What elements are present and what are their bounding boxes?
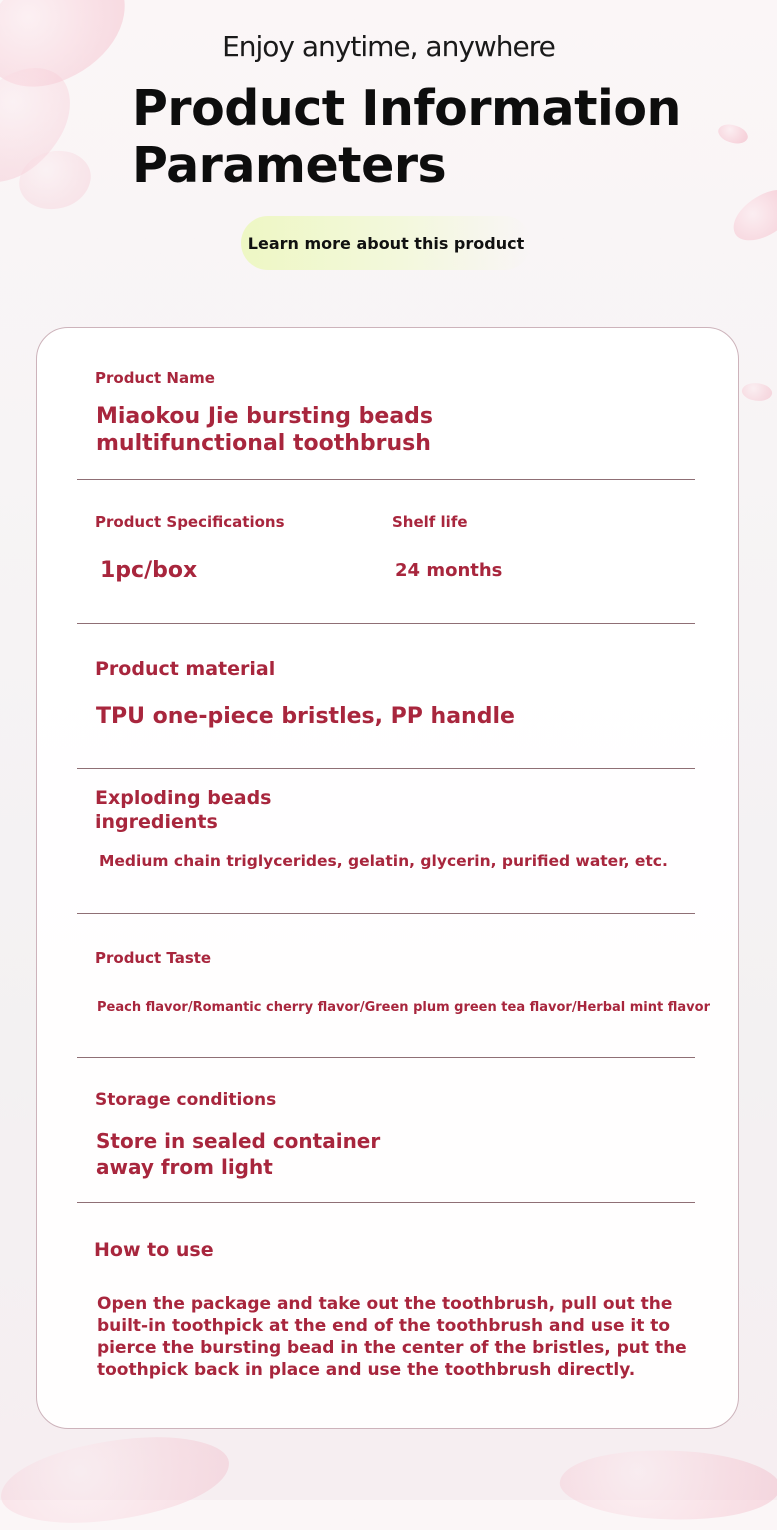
petal-decoration xyxy=(725,182,777,248)
tagline: Enjoy anytime, anywhere xyxy=(222,30,555,63)
taste-label: Product Taste xyxy=(95,949,212,967)
product-name-value xyxy=(96,403,433,457)
usage-line2: built-in toothpick at the end of the toothbrush and use it to xyxy=(97,1316,671,1336)
divider xyxy=(77,1202,695,1203)
page-title-line1: Product Information xyxy=(132,80,681,137)
usage-label: How to use xyxy=(94,1239,214,1261)
petal-decoration xyxy=(557,1441,777,1530)
divider xyxy=(77,768,695,769)
beads-ingredients-label xyxy=(95,786,271,834)
divider xyxy=(77,1057,695,1058)
page-title-line2: Parameters xyxy=(132,137,447,194)
storage-label: Storage conditions xyxy=(95,1090,277,1110)
spec-value: 1pc/box xyxy=(100,558,198,583)
product-info-card xyxy=(36,327,739,1429)
spec-label: Product Specifications xyxy=(95,513,285,531)
shelf-life-value: 24 months xyxy=(395,560,503,581)
taste-value: Peach flavor/Romantic cherry flavor/Green plum green tea flavor/Herbal mint flavor xyxy=(97,1000,710,1015)
learn-more-button[interactable]: Learn more about this product xyxy=(241,216,531,270)
beads-ingredients-value: Medium chain triglycerides, gelatin, glycerin, purified water, etc. xyxy=(99,852,668,870)
product-name-line1: Miaokou Jie bursting beads xyxy=(96,404,434,429)
usage-value xyxy=(97,1293,687,1381)
petal-decoration xyxy=(0,1430,233,1530)
material-value: TPU one-piece bristles, PP handle xyxy=(96,704,515,729)
storage-line1: Store in sealed container xyxy=(96,1129,381,1153)
shelf-life-label: Shelf life xyxy=(392,513,468,531)
beads-label-line1: Exploding beads xyxy=(95,787,272,809)
beads-label-line2: ingredients xyxy=(95,811,218,833)
usage-line4: toothpick back in place and use the toothbrush directly. xyxy=(97,1360,636,1380)
product-name-label: Product Name xyxy=(95,369,215,387)
usage-line1: Open the package and take out the toothbrush, pull out the xyxy=(97,1294,673,1314)
storage-value xyxy=(96,1128,380,1180)
page-title xyxy=(132,80,732,194)
divider xyxy=(77,623,695,624)
divider xyxy=(77,913,695,914)
storage-line2: away from light xyxy=(96,1155,273,1179)
divider xyxy=(77,479,695,480)
petal-decoration xyxy=(740,379,774,404)
material-label: Product material xyxy=(95,658,276,680)
product-name-line2: multifunctional toothbrush xyxy=(96,431,431,456)
usage-line3: pierce the bursting bead in the center of the bristles, put the xyxy=(97,1338,687,1358)
